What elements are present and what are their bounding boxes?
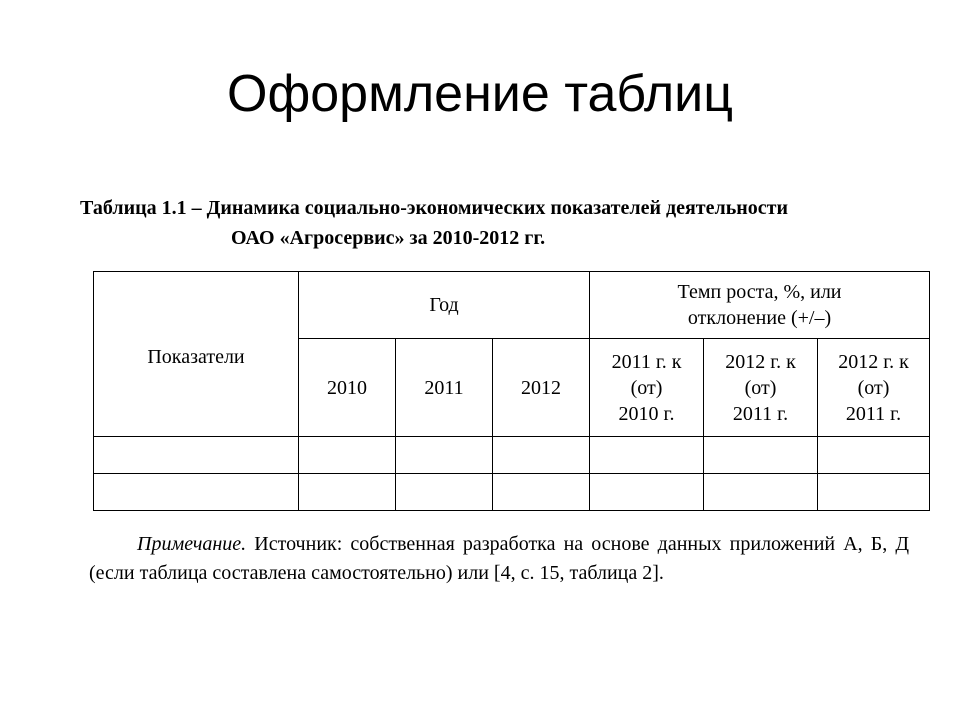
table-cell [818,474,930,511]
table-caption-line-2: ОАО «Агросервис» за 2010-2012 гг. [231,227,546,249]
table-cell [94,437,299,474]
table-cell [493,437,590,474]
table-cell [396,474,493,511]
table-cell [493,474,590,511]
header-comparison [818,339,930,437]
header-growth-group [590,272,930,339]
header-comparison-text: 2012 г. к (от) 2011 г. [838,350,909,425]
header-growth-group-text: Темп роста, %, или отклонение (+/–) [677,281,842,329]
table-cell [704,437,818,474]
header-year-group: Год [299,272,590,339]
table-cell [299,474,396,511]
table-cell [704,474,818,511]
header-comparison-text: 2012 г. к (от) 2011 г. [725,350,796,425]
slide-title: Оформление таблиц [227,65,733,123]
header-comparison [704,339,818,437]
indicators-table [93,271,930,511]
note-text: Источник: собственная разработка на основе данных приложений А, Б, Д (если таблица составлена самостоятельно) или [4, с. 15, таблица 2]. [89,533,909,584]
table-row [94,474,930,511]
table-caption-line-1: Таблица 1.1 – Динамика социально-экономических показателей деятельности [80,197,789,219]
header-indicators: Показатели [94,272,299,437]
table-cell [94,474,299,511]
table-cell [818,437,930,474]
table-cell [590,474,704,511]
table-cell [396,437,493,474]
table-cell [590,437,704,474]
header-comparison-text: 2011 г. к (от) 2010 г. [611,350,682,425]
header-comparison [590,339,704,437]
header-year: 2011 [396,339,493,437]
table-note [89,530,909,588]
table-row [94,437,930,474]
header-year: 2012 [493,339,590,437]
table-cell [299,437,396,474]
note-label: Примечание. [137,533,247,555]
header-year: 2010 [299,339,396,437]
table-caption [80,193,940,253]
